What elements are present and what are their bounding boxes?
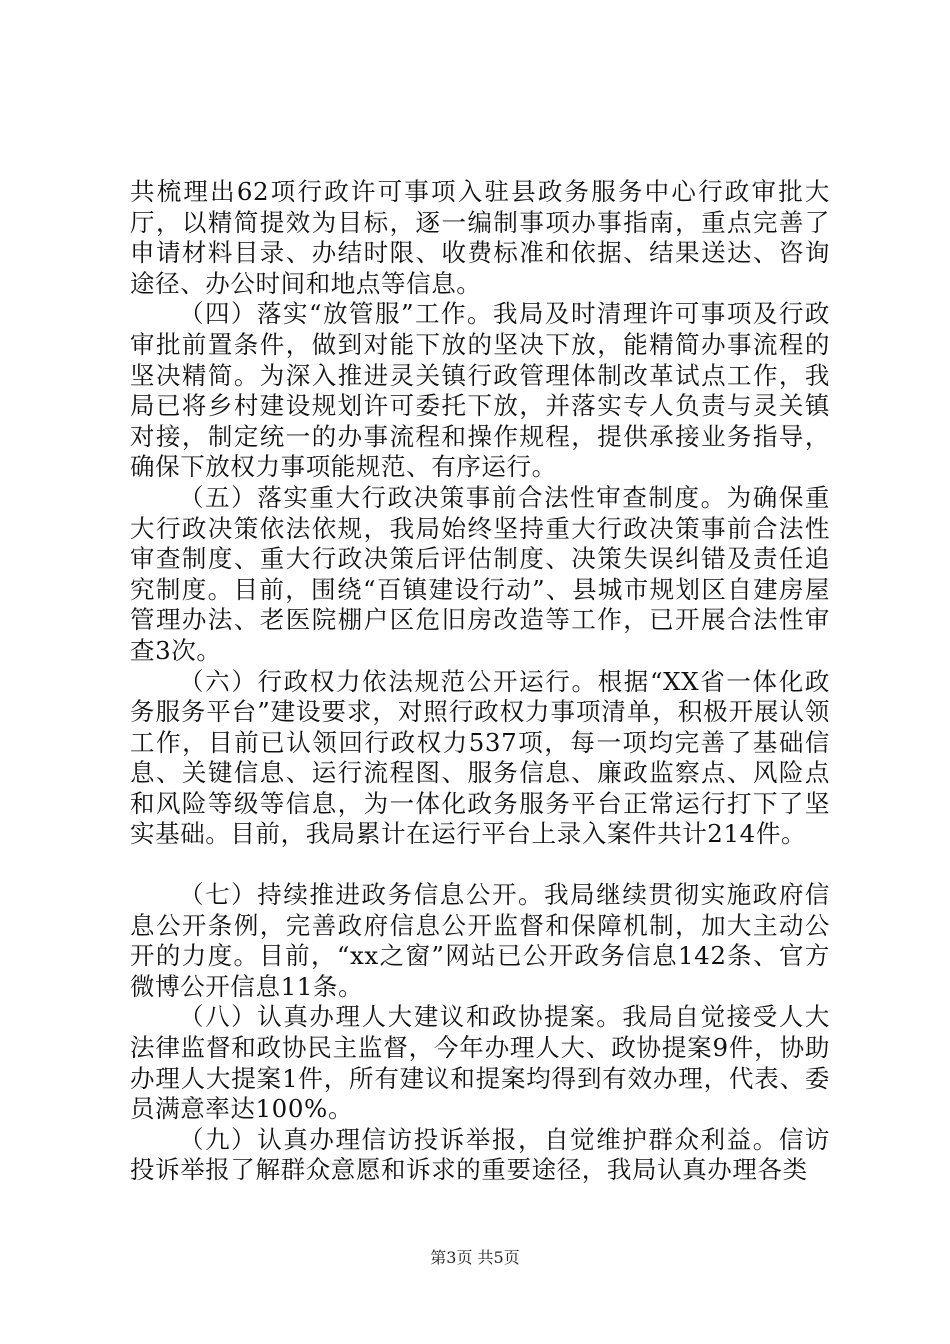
paragraph-section-7: （七）持续推进政务信息公开。我局继续贯彻实施政府信息公开条例，完善政府信息公开监督和保障机制，加大主动公开的力度。目前，“xx之窗”网站已公开政务信息142条、官方微博公开信息11条。 bbox=[130, 880, 830, 1001]
page-footer: 第3页 共5页 bbox=[430, 1248, 520, 1267]
paragraph-section-9: （九）认真办理信访投诉举报，自觉维护群众利益。信访投诉举报了解群众意愿和诉求的重要途径，我局认真办理各类 bbox=[130, 1124, 830, 1185]
paragraph-section-8: （八）认真办理人大建议和政协提案。我局自觉接受人大法律监督和政协民主监督，今年办理人大、政协提案9件，协助办理人大提案1件，所有建议和提案均得到有效办理，代表、委员满意率达100%。 bbox=[130, 1002, 830, 1124]
paragraph-gap bbox=[130, 850, 830, 880]
paragraph-section-5: （五）落实重大行政决策事前合法性审查制度。为确保重大行政决策依法依规，我局始终坚持重大行政决策事前合法性审查制度、重大行政决策后评估制度、决策失误纠错及责任追究制度。目前，围绕“百镇建设行动”、县城市规划区自建房屋管理办法、老医院棚户区危旧房改造等工作，已开展合法性审查3次。 bbox=[130, 482, 830, 665]
document-body bbox=[130, 177, 830, 1186]
paragraph-continuation: 共梳理出62项行政许可事项入驻县政务服务中心行政审批大厅，以精简提效为目标，逐一编制事项办事指南，重点完善了申请材料目录、办结时限、收费标准和依据、结果送达、咨询途径、办公时间和地点等信息。 bbox=[130, 177, 830, 298]
paragraph-section-4: （四）落实“放管服”工作。我局及时清理许可事项及行政审批前置条件，做到对能下放的坚决下放，能精简办事流程的坚决精简。为深入推进灵关镇行政管理体制改革试点工作，我局已将乡村建设规划许可委托下放，并落实专人负责与灵关镇对接，制定统一的办事流程和操作规程，提供承接业务指导，确保下放权力事项能规范、有序运行。 bbox=[130, 299, 830, 482]
paragraph-section-6: （六）行政权力依法规范公开运行。根据“XX省一体化政务服务平台”建设要求，对照行政权力事项清单，积极开展认领工作，目前已认领回行政权力537项，每一项均完善了基础信息、关键信息、运行流程图、服务信息、廉政监察点、风险点和风险等级等信息，为一体化政务服务平台正常运行打下了坚实基础。目前，我局累计在运行平台上录入案件共计214件。 bbox=[130, 666, 830, 849]
